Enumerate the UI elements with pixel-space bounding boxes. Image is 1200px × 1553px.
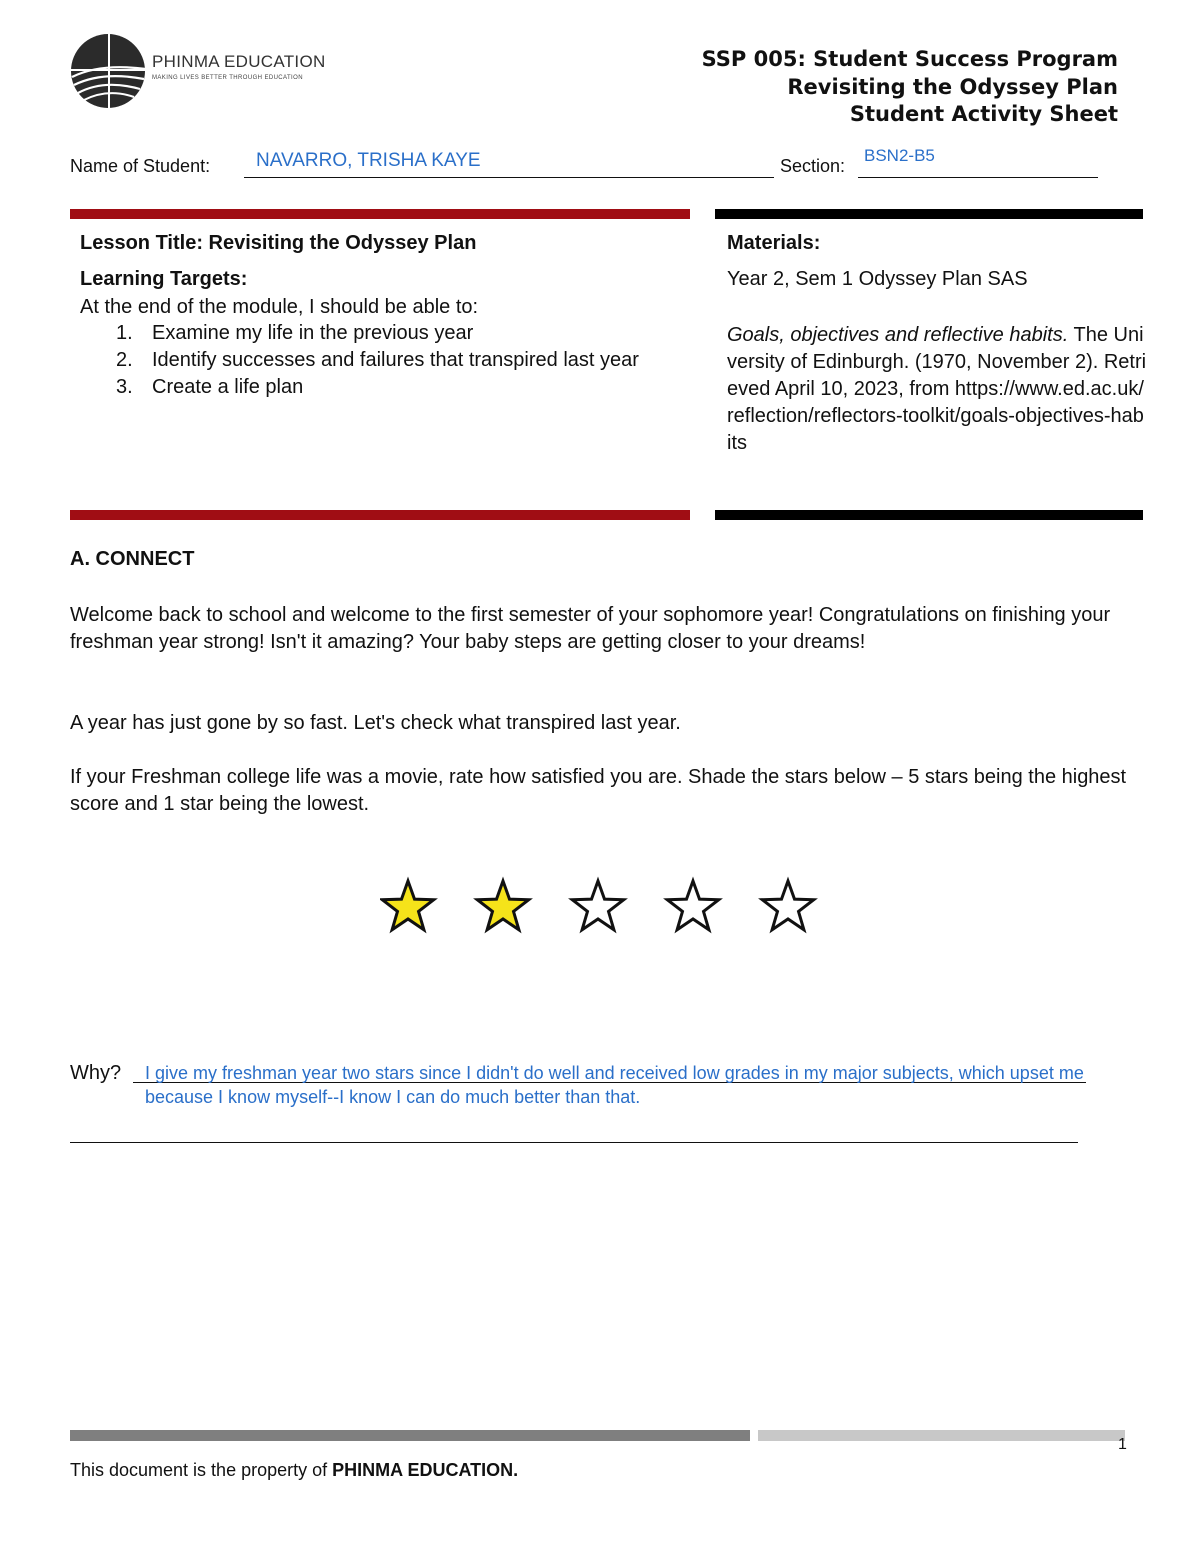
phinma-emblem-icon [70,33,150,113]
brand-name: PHINMA EDUCATION [152,52,326,71]
footer-prefix: This document is the property of [70,1460,333,1480]
brand-tagline: MAKING LIVES BETTER THROUGH EDUCATION [152,75,303,81]
star-icon[interactable] [667,881,718,930]
star-icon[interactable] [572,881,623,930]
star-icon[interactable] [382,881,433,930]
list-number: 3. [116,376,133,398]
learning-targets-intro: At the end of the module, I should be able to: [80,296,479,318]
materials-label: Materials: [727,232,821,254]
connect-paragraph-1: Welcome back to school and welcome to the first semester of your sophomore year! Congratulations on finishing your freshman year strong! Isn't it amazing? Your baby steps are getting closer to your dreams! [70,604,1111,653]
divider-black-bottom [715,510,1143,520]
materials-reference [727,322,1147,457]
divider-red-bottom [70,510,690,520]
course-title: SSP 005: Student Success Program [701,47,1118,71]
star-rating[interactable] [380,876,830,940]
why-label: Why? [70,1062,122,1084]
materials-item: Year 2, Sem 1 Odyssey Plan SAS [727,268,1028,290]
divider-red-top [70,209,690,219]
list-item [116,347,732,374]
learning-targets-list [114,320,732,401]
list-text: Examine my life in the previous year [152,322,474,344]
name-label: Name of Student: [70,156,211,176]
star-rating-graphic [380,876,830,940]
lesson-title: Lesson Title: Revisiting the Odyssey Plan [80,232,477,254]
list-text: Identify successes and failures that transpired last year [152,349,639,371]
sheet-title: Student Activity Sheet [849,102,1118,126]
connect-paragraph-2: A year has just gone by so fast. Let's check what transpired last year. [70,712,681,734]
star-icon[interactable] [477,881,528,930]
section-label: Section: [780,156,846,176]
answer-blank-line [70,1142,1078,1143]
section-heading-connect: A. CONNECT [70,548,195,570]
section-field[interactable]: BSN2-B5 [864,146,935,165]
document-title-block [702,46,1118,129]
learning-targets-label: Learning Targets: [80,268,248,290]
section-underline [858,177,1098,178]
star-icon[interactable] [762,881,813,930]
footer-bar-light [758,1430,1125,1441]
page-number: 1 [1118,1436,1127,1453]
student-name-field[interactable]: NAVARRO, TRISHA KAYE [256,150,481,171]
footer-notice [70,1460,518,1481]
why-answer-field[interactable]: I give my freshman year two stars since I didn't do well and received low grades in my major subjects, which upset me because I know myself--I know I can do much better than that. [145,1063,1084,1107]
list-number: 1. [116,322,133,344]
divider-black-top [715,209,1143,219]
module-title: Revisiting the Odyssey Plan [787,74,1118,99]
list-item [116,320,732,347]
list-text: Create a life plan [152,376,304,398]
list-number: 2. [116,349,133,371]
phinma-logo [70,33,330,113]
list-item [116,374,732,401]
footer-bar-dark [70,1430,750,1441]
name-underline [244,177,774,178]
footer-owner: PHINMA EDUCATION. [332,1460,519,1480]
reference-title: Goals, objectives and reflective habits. [727,324,1069,346]
connect-paragraph-3: If your Freshman college life was a movie, rate how satisfied you are. Shade the stars below – 5 stars being the highest score and 1 star being the lowest. [70,766,1127,815]
reference-details: The University of Edinburgh. (1970, November 2). Retrieved April 10, 2023, from https://www.ed.ac.uk/reflection/reflectors-toolkit/goals-objectives-habits [727,324,1147,454]
